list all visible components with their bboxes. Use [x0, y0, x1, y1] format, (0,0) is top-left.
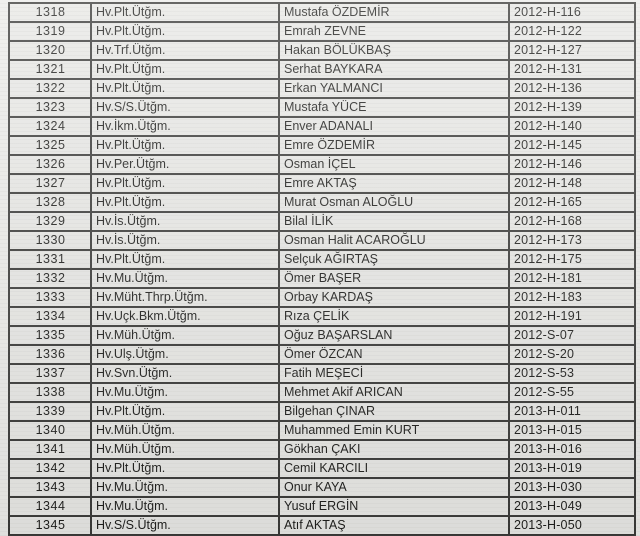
row-number-cell: 1339 — [9, 402, 91, 421]
row-number-cell: 1330 — [9, 231, 91, 250]
rank-cell: Hv.Plt.Ütğm. — [91, 3, 279, 22]
table-row — [9, 383, 635, 402]
code-cell: 2012-S-07 — [509, 326, 635, 345]
table-row — [9, 516, 635, 535]
row-number-cell: 1323 — [9, 98, 91, 117]
code-cell: 2013-H-016 — [509, 440, 635, 459]
rank-cell: Hv.Plt.Ütğm. — [91, 136, 279, 155]
table-row — [9, 440, 635, 459]
row-number-cell: 1331 — [9, 250, 91, 269]
table-row — [9, 288, 635, 307]
name-cell: Emre ÖZDEMİR — [279, 136, 509, 155]
row-number-cell: 1329 — [9, 212, 91, 231]
rank-cell: Hv.Mu.Ütğm. — [91, 478, 279, 497]
code-cell: 2012-H-191 — [509, 307, 635, 326]
name-cell: Serhat BAYKARA — [279, 60, 509, 79]
code-cell: 2012-S-53 — [509, 364, 635, 383]
rank-cell: Hv.Müh.Ütğm. — [91, 326, 279, 345]
rank-cell: Hv.Mu.Ütğm. — [91, 269, 279, 288]
code-cell: 2013-H-019 — [509, 459, 635, 478]
name-cell: Mustafa ÖZDEMİR — [279, 3, 509, 22]
rank-cell: Hv.Plt.Ütğm. — [91, 402, 279, 421]
name-cell: Oğuz BAŞARSLAN — [279, 326, 509, 345]
code-cell: 2012-S-20 — [509, 345, 635, 364]
table-row — [9, 402, 635, 421]
row-number-cell: 1344 — [9, 497, 91, 516]
rank-cell: Hv.Plt.Ütğm. — [91, 250, 279, 269]
rank-cell: Hv.Svn.Ütğm. — [91, 364, 279, 383]
table-row — [9, 98, 635, 117]
table-row — [9, 478, 635, 497]
table-row — [9, 250, 635, 269]
code-cell: 2012-H-181 — [509, 269, 635, 288]
code-cell: 2012-H-140 — [509, 117, 635, 136]
row-number-cell: 1320 — [9, 41, 91, 60]
row-number-cell: 1342 — [9, 459, 91, 478]
rank-cell: Hv.İs.Ütğm. — [91, 231, 279, 250]
table-row — [9, 193, 635, 212]
rank-cell: Hv.Plt.Ütğm. — [91, 60, 279, 79]
code-cell: 2013-H-011 — [509, 402, 635, 421]
rank-cell: Hv.İs.Ütğm. — [91, 212, 279, 231]
name-cell: Rıza ÇELİK — [279, 307, 509, 326]
code-cell: 2013-H-030 — [509, 478, 635, 497]
table-row — [9, 497, 635, 516]
rank-cell: Hv.Müh.Ütğm. — [91, 440, 279, 459]
code-cell: 2012-S-55 — [509, 383, 635, 402]
rank-cell: Hv.İkm.Ütğm. — [91, 117, 279, 136]
name-cell: Osman İÇEL — [279, 155, 509, 174]
table-row — [9, 174, 635, 193]
code-cell: 2012-H-145 — [509, 136, 635, 155]
roster-table — [8, 2, 636, 536]
name-cell: Ömer BAŞER — [279, 269, 509, 288]
row-number-cell: 1321 — [9, 60, 91, 79]
code-cell: 2012-H-127 — [509, 41, 635, 60]
code-cell: 2012-H-183 — [509, 288, 635, 307]
table-row — [9, 41, 635, 60]
row-number-cell: 1328 — [9, 193, 91, 212]
table-row — [9, 421, 635, 440]
row-number-cell: 1324 — [9, 117, 91, 136]
rank-cell: Hv.S/S.Ütğm. — [91, 516, 279, 535]
table-row — [9, 231, 635, 250]
code-cell: 2013-H-015 — [509, 421, 635, 440]
row-number-cell: 1325 — [9, 136, 91, 155]
table-row — [9, 79, 635, 98]
row-number-cell: 1334 — [9, 307, 91, 326]
code-cell: 2013-H-050 — [509, 516, 635, 535]
row-number-cell: 1327 — [9, 174, 91, 193]
name-cell: Yusuf ERGİN — [279, 497, 509, 516]
rank-cell: Hv.S/S.Ütğm. — [91, 98, 279, 117]
roster-table-body — [9, 3, 635, 535]
row-number-cell: 1322 — [9, 79, 91, 98]
code-cell: 2012-H-131 — [509, 60, 635, 79]
name-cell: Bilal İLİK — [279, 212, 509, 231]
table-row — [9, 307, 635, 326]
code-cell: 2012-H-148 — [509, 174, 635, 193]
table-row — [9, 269, 635, 288]
rank-cell: Hv.Plt.Ütğm. — [91, 459, 279, 478]
code-cell: 2012-H-136 — [509, 79, 635, 98]
code-cell: 2012-H-139 — [509, 98, 635, 117]
table-row — [9, 326, 635, 345]
code-cell: 2012-H-116 — [509, 3, 635, 22]
name-cell: Emre AKTAŞ — [279, 174, 509, 193]
row-number-cell: 1340 — [9, 421, 91, 440]
rank-cell: Hv.Plt.Ütğm. — [91, 22, 279, 41]
table-row — [9, 117, 635, 136]
name-cell: Enver ADANALI — [279, 117, 509, 136]
rank-cell: Hv.Müht.Thrp.Ütğm. — [91, 288, 279, 307]
rank-cell: Hv.Per.Ütğm. — [91, 155, 279, 174]
row-number-cell: 1326 — [9, 155, 91, 174]
row-number-cell: 1332 — [9, 269, 91, 288]
table-row — [9, 345, 635, 364]
rank-cell: Hv.Plt.Ütğm. — [91, 79, 279, 98]
table-row — [9, 212, 635, 231]
name-cell: Gökhan ÇAKI — [279, 440, 509, 459]
name-cell: Murat Osman ALOĞLU — [279, 193, 509, 212]
table-row — [9, 459, 635, 478]
code-cell: 2012-H-175 — [509, 250, 635, 269]
name-cell: Onur KAYA — [279, 478, 509, 497]
name-cell: Ömer ÖZCAN — [279, 345, 509, 364]
row-number-cell: 1345 — [9, 516, 91, 535]
name-cell: Hakan BÖLÜKBAŞ — [279, 41, 509, 60]
name-cell: Orbay KARDAŞ — [279, 288, 509, 307]
row-number-cell: 1333 — [9, 288, 91, 307]
rank-cell: Hv.Mu.Ütğm. — [91, 383, 279, 402]
rank-cell: Hv.Trf.Ütğm. — [91, 41, 279, 60]
rank-cell: Hv.Ulş.Ütğm. — [91, 345, 279, 364]
rank-cell: Hv.Plt.Ütğm. — [91, 174, 279, 193]
row-number-cell: 1336 — [9, 345, 91, 364]
row-number-cell: 1338 — [9, 383, 91, 402]
table-row — [9, 364, 635, 383]
name-cell: Osman Halit ACAROĞLU — [279, 231, 509, 250]
row-number-cell: 1337 — [9, 364, 91, 383]
name-cell: Mehmet Akif ARICAN — [279, 383, 509, 402]
rank-cell: Hv.Mu.Ütğm. — [91, 497, 279, 516]
rank-cell: Hv.Uçk.Bkm.Ütğm. — [91, 307, 279, 326]
table-row — [9, 3, 635, 22]
table-row — [9, 136, 635, 155]
code-cell: 2012-H-122 — [509, 22, 635, 41]
row-number-cell: 1341 — [9, 440, 91, 459]
rank-cell: Hv.Müh.Ütğm. — [91, 421, 279, 440]
name-cell: Bilgehan ÇINAR — [279, 402, 509, 421]
name-cell: Mustafa YÜCE — [279, 98, 509, 117]
name-cell: Muhammed Emin KURT — [279, 421, 509, 440]
code-cell: 2013-H-049 — [509, 497, 635, 516]
code-cell: 2012-H-173 — [509, 231, 635, 250]
code-cell: 2012-H-165 — [509, 193, 635, 212]
row-number-cell: 1335 — [9, 326, 91, 345]
name-cell: Fatih MEŞECİ — [279, 364, 509, 383]
table-row — [9, 60, 635, 79]
table-row — [9, 22, 635, 41]
rank-cell: Hv.Plt.Ütğm. — [91, 193, 279, 212]
row-number-cell: 1343 — [9, 478, 91, 497]
row-number-cell: 1319 — [9, 22, 91, 41]
name-cell: Selçuk AĞIRTAŞ — [279, 250, 509, 269]
name-cell: Cemil KARCILI — [279, 459, 509, 478]
name-cell: Emrah ZEVNE — [279, 22, 509, 41]
table-row — [9, 155, 635, 174]
row-number-cell: 1318 — [9, 3, 91, 22]
name-cell: Erkan YALMANCI — [279, 79, 509, 98]
code-cell: 2012-H-146 — [509, 155, 635, 174]
code-cell: 2012-H-168 — [509, 212, 635, 231]
name-cell: Atıf AKTAŞ — [279, 516, 509, 535]
